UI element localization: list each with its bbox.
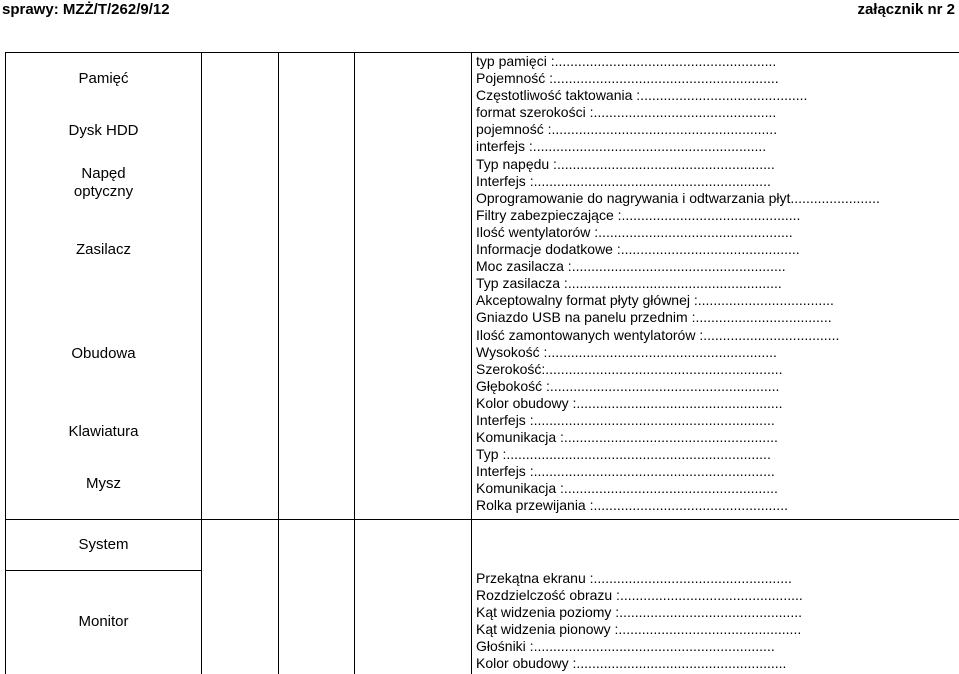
column-divider (278, 53, 279, 674)
spec-field: Filtry zabezpieczające :.............................................. (476, 206, 801, 223)
category-klawiatura: Klawiatura (68, 423, 139, 440)
category-monitor: Monitor (78, 613, 129, 630)
spec-list (476, 53, 880, 515)
category-pamiec: Pamięć (78, 70, 129, 87)
spec-field: Przekątna ekranu :................................................... (476, 570, 792, 586)
spec-field: Rolka przewijania :.................................................. (476, 497, 788, 514)
spec-field: Kąt widzenia poziomy :............................................... (476, 604, 802, 621)
spec-field: Kolor obudowy :...................................................... (476, 655, 787, 672)
spec-field: Kąt widzenia pionowy :............................................... (476, 621, 802, 638)
column-divider (471, 53, 472, 674)
spec-field: Szerokość:............................................................. (476, 360, 783, 377)
row-divider (6, 519, 959, 520)
spec-field: pojemność :.......................................................... (476, 121, 778, 138)
spec-field: Częstotliwość taktowania :........................................... (476, 87, 808, 104)
spec-field: Gniazdo USB na panelu przednim :................................... (476, 309, 832, 326)
spec-field: Kolor obudowy :..................................................... (476, 394, 783, 411)
category-mysz: Mysz (86, 475, 121, 492)
spec-field: Pojemność :.......................................................... (476, 70, 779, 87)
spec-field: format szerokości :............................................... (476, 104, 777, 121)
category-system: System (78, 536, 129, 553)
spec-field: typ pamięci :......................................................... (476, 53, 777, 69)
spec-field: Informacje dodatkowe :.............................................. (476, 241, 800, 258)
spec-field: Ilość zamontowanych wentylatorów :................................... (476, 326, 840, 343)
spec-field: Interfejs :.............................................................. (476, 463, 775, 480)
spec-field: Typ zasilacza :....................................................... (476, 275, 782, 292)
spec-field: Interfejs :.............................................................. (476, 411, 775, 428)
spec-field: Głośniki :.............................................................. (476, 638, 775, 655)
spec-field: Ilość wentylatorów :.................................................. (476, 223, 793, 240)
spec-field: Oprogramowanie do nagrywania i odtwarzania płyt....................... (476, 189, 880, 206)
case-number: sprawy: MZŻ/T/262/9/12 (2, 1, 170, 18)
category-dysk-hdd: Dysk HDD (68, 122, 139, 139)
monitor-spec-list (476, 570, 803, 673)
spec-field: Interfejs :............................................................. (476, 172, 771, 189)
spec-field: Komunikacja :....................................................... (476, 480, 778, 497)
row-divider (6, 570, 201, 571)
spec-field: interfejs :............................................................ (476, 138, 767, 155)
category-obudowa: Obudowa (71, 345, 136, 362)
spec-field: Komunikacja :....................................................... (476, 429, 778, 446)
category-naped-optyczny: Napęd optyczny (73, 165, 134, 200)
spec-field: Typ napędu :........................................................ (476, 155, 775, 172)
spec-field: Głębokość :........................................................... (476, 377, 780, 394)
spec-field: Akceptowalny format płyty głównej :................................... (476, 292, 834, 309)
column-divider (201, 53, 202, 674)
column-divider (354, 53, 355, 674)
spec-field: Wysokość :........................................................... (476, 343, 777, 360)
spec-field: Rozdzielczość obrazu :............................................... (476, 587, 803, 604)
attachment-label: załącznik nr 2 (857, 1, 955, 18)
spec-field: Typ :.................................................................... (476, 446, 771, 463)
category-zasilacz: Zasilacz (75, 241, 131, 258)
spec-field: Moc zasilacza :....................................................... (476, 258, 786, 275)
